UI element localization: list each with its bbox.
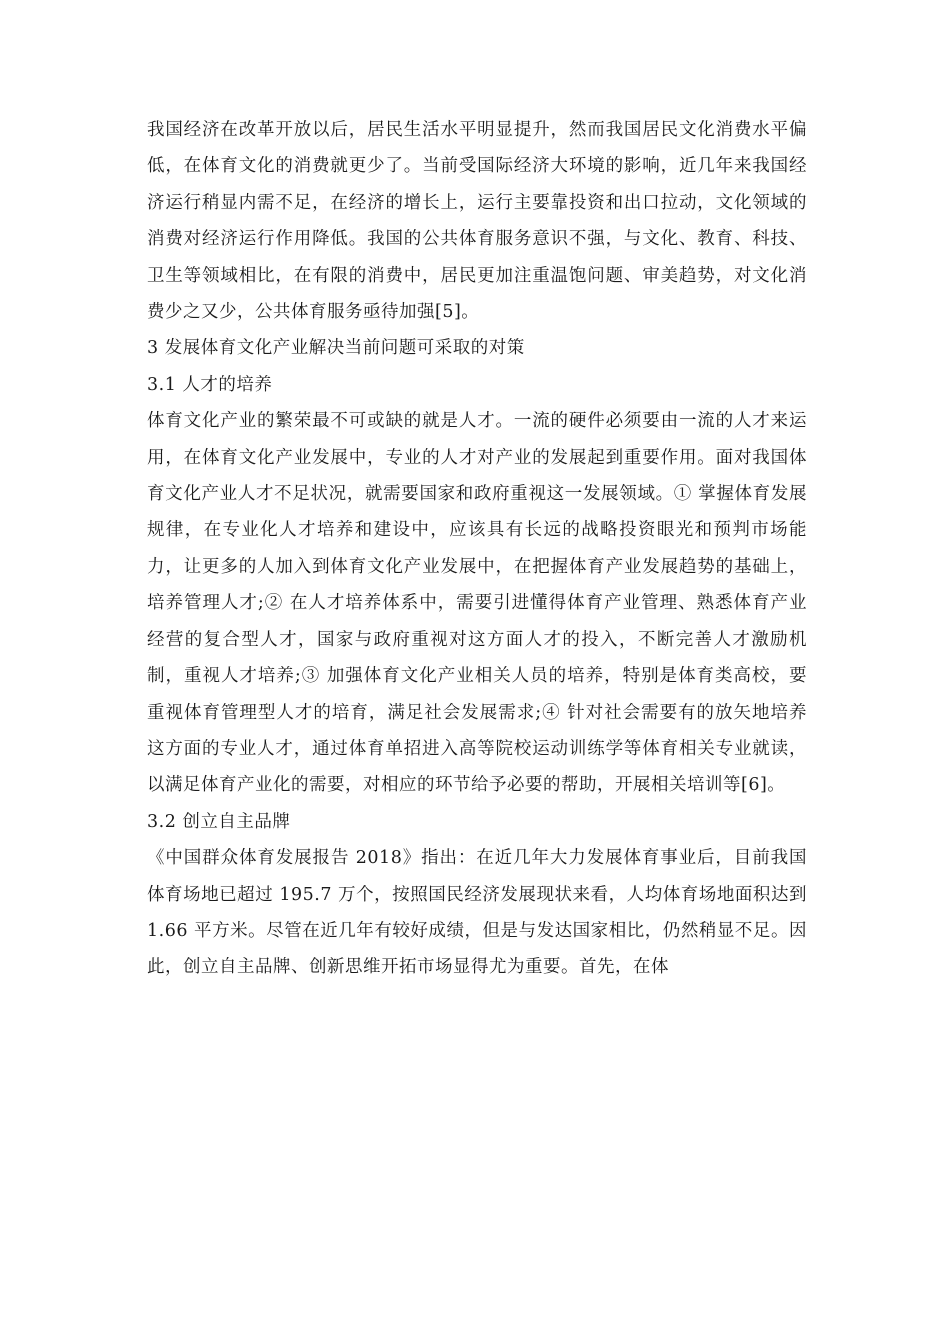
paragraph-talent: 体育文化产业的繁荣最不可或缺的就是人才。一流的硬件必须要由一流的人才来运用，在体育文化产业发展中，专业的人才对产业的发展起到重要作用。面对我国体育文化产业人才不足状况，就需要国家和政府重视这一发展领域。① 掌握体育发展规律，在专业化人才培养和建设中，应该具有长远的战略投资眼光和预判市场能力，让更多的人加入到体育文化产业发展中，在把握体育产业发展趋势的基础上，培养管理人才;② 在人才培养体系中，需要引进懂得体育产业管理、熟悉体育产业经营的复合型人才，国家与政府重视对这方面人才的投入，不断完善人才激励机制，重视人才培养;③ 加强体育文化产业相关人员的培养，特别是体育类高校，要重视体育管理型人才的培育，满足社会发展需求;④ 针对社会需要有的放矢地培养这方面的专业人才，通过体育单招进入高等院校运动训练学等体育相关专业就读，以满足体育产业化的需要，对相应的环节给予必要的帮助，开展相关培训等[6]。 bbox=[147, 411, 807, 796]
section-3-heading: 3 发展体育文化产业解决当前问题可采取的对策 bbox=[147, 338, 525, 359]
document-body bbox=[147, 112, 807, 986]
paragraph-consumption: 我国经济在改革开放以后，居民生活水平明显提升，然而我国居民文化消费水平偏低，在体育文化的消费就更少了。当前受国际经济大环境的影响，近几年来我国经济运行稍显内需不足，在经济的增长上，运行主要靠投资和出口拉动，文化领域的消费对经济运行作用降低。我国的公共体育服务意识不强，与文化、教育、科技、卫生等领域相比，在有限的消费中，居民更加注重温饱问题、审美趋势，对文化消费少之又少，公共体育服务亟待加强[5]。 bbox=[147, 120, 807, 323]
section-3-1-heading: 3.1 人才的培养 bbox=[147, 374, 273, 395]
paragraph-brand: 《中国群众体育发展报告 2018》指出：在近几年大力发展体育事业后，目前我国体育场地已超过 195.7 万个，按照国民经济发展现状来看，人均体育场地面积达到 1.66 平方米。尽管在近几年有较好成绩，但是与发达国家相比，仍然稍显不足。因此，创立自主品牌、创新思维开拓市场显得尤为重要。首先，在体 bbox=[147, 848, 807, 978]
section-3-2-heading: 3.2 创立自主品牌 bbox=[147, 811, 291, 832]
